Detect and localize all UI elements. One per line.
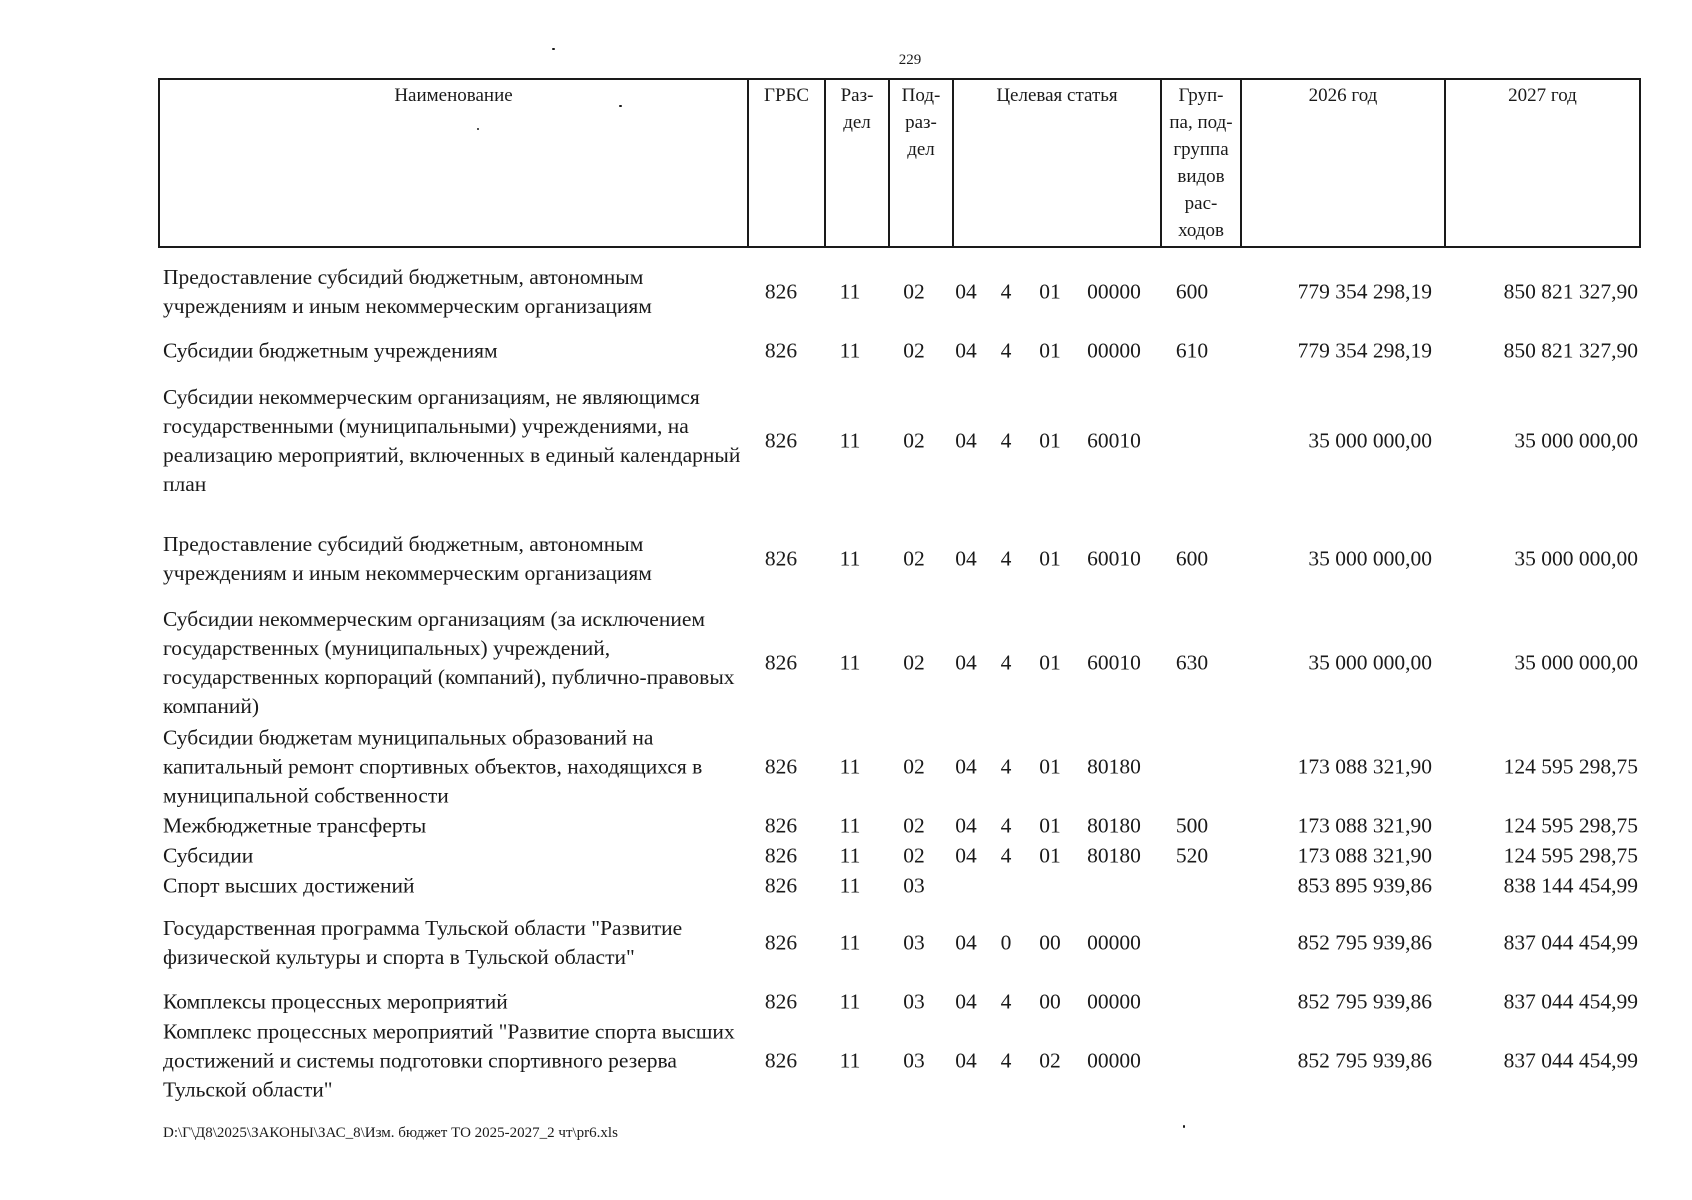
row-expense-group: 600 bbox=[1175, 546, 1209, 571]
table-row bbox=[0, 1017, 1692, 1104]
row-name: Субсидии бюджетным учреждениям bbox=[163, 338, 498, 363]
row-grbs: 826 bbox=[764, 930, 798, 955]
row-podrazdel: 02 bbox=[903, 754, 925, 778]
row-amount-2026: 173 088 321,90 bbox=[1297, 754, 1432, 778]
row-razdel: 11 bbox=[839, 754, 861, 778]
row-target-program: 04 bbox=[955, 279, 977, 304]
scan-speck bbox=[619, 105, 622, 107]
row-grbs: 826 bbox=[764, 989, 798, 1014]
header-razdel: Раз- дел bbox=[824, 80, 888, 246]
row-target-element: 01 bbox=[1039, 754, 1061, 778]
scan-speck bbox=[1183, 1125, 1185, 1128]
row-grbs: 826 bbox=[764, 843, 798, 868]
row-target-direction: 60010 bbox=[1087, 428, 1141, 453]
file-path-footer: D:\Г\Д8\2025\ЗАКОНЫ\ЗАС_8\Изм. бюджет ТО 2025-2027_2 чт\pr6.xls bbox=[163, 1125, 618, 1141]
row-podrazdel: 03 bbox=[903, 873, 925, 898]
row-target-program: 04 bbox=[955, 650, 977, 675]
row-target-program: 04 bbox=[955, 754, 977, 778]
row-target-program: 04 bbox=[955, 338, 977, 363]
row-amount-2027: 850 821 327,90 bbox=[1503, 279, 1638, 304]
row-razdel: 11 bbox=[839, 930, 861, 955]
row-amount-2026: 779 354 298,19 bbox=[1297, 338, 1432, 363]
row-amount-2026: 35 000 000,00 bbox=[1308, 546, 1432, 571]
row-name: Предоставление субсидий бюджетным, автономным учреждениям и иным некоммерческим организациям bbox=[163, 532, 652, 585]
row-podrazdel: 02 bbox=[903, 428, 925, 453]
row-razdel: 11 bbox=[839, 338, 861, 363]
row-amount-2027: 35 000 000,00 bbox=[1514, 546, 1638, 571]
row-amount-2027: 124 595 298,75 bbox=[1503, 843, 1638, 868]
row-amount-2027: 124 595 298,75 bbox=[1503, 813, 1638, 838]
row-target-type: 4 bbox=[1000, 754, 1012, 778]
header-grbs: ГРБС bbox=[747, 80, 824, 246]
table-row bbox=[0, 841, 1692, 871]
row-amount-2026: 35 000 000,00 bbox=[1308, 428, 1432, 453]
row-amount-2026: 35 000 000,00 bbox=[1308, 650, 1432, 675]
row-podrazdel: 02 bbox=[903, 813, 925, 838]
row-razdel: 11 bbox=[839, 279, 861, 304]
page-number: 229 bbox=[898, 52, 922, 68]
row-target-element: 01 bbox=[1039, 546, 1061, 571]
row-name: Субсидии некоммерческим организациям, не являющимся государственными (муниципальными) учреждениями, на реализацию мероприятий, включенных в единый календарный план bbox=[163, 385, 741, 496]
row-target-program: 04 bbox=[955, 930, 977, 955]
row-podrazdel: 02 bbox=[903, 546, 925, 571]
header-target-article: Целевая статья bbox=[952, 80, 1160, 246]
row-amount-2026: 779 354 298,19 bbox=[1297, 279, 1432, 304]
row-target-direction: 00000 bbox=[1087, 1048, 1141, 1072]
row-amount-2026: 173 088 321,90 bbox=[1297, 843, 1432, 868]
row-amount-2027: 838 144 454,99 bbox=[1503, 873, 1638, 898]
row-amount-2027: 35 000 000,00 bbox=[1514, 428, 1638, 453]
row-amount-2027: 124 595 298,75 bbox=[1503, 754, 1638, 778]
row-target-program: 04 bbox=[955, 546, 977, 571]
table-row bbox=[0, 530, 1692, 588]
table-row bbox=[0, 987, 1692, 1017]
row-razdel: 11 bbox=[839, 546, 861, 571]
row-amount-2027: 837 044 454,99 bbox=[1503, 989, 1638, 1014]
row-target-type: 4 bbox=[1000, 1048, 1012, 1072]
row-target-direction: 00000 bbox=[1087, 279, 1141, 304]
row-name: Комплексы процессных мероприятий bbox=[163, 989, 508, 1014]
row-amount-2027: 35 000 000,00 bbox=[1514, 650, 1638, 675]
row-target-type: 4 bbox=[1000, 989, 1012, 1014]
header-podrazdel: Под- раз- дел bbox=[888, 80, 952, 246]
header-expense-group: Груп- па, под- группа видов рас- ходов bbox=[1160, 80, 1240, 246]
row-amount-2026: 173 088 321,90 bbox=[1297, 813, 1432, 838]
row-podrazdel: 03 bbox=[903, 989, 925, 1014]
row-target-element: 02 bbox=[1039, 1048, 1061, 1072]
row-target-direction: 80180 bbox=[1087, 843, 1141, 868]
row-grbs: 826 bbox=[764, 813, 798, 838]
table-row bbox=[0, 871, 1692, 901]
row-razdel: 11 bbox=[839, 873, 861, 898]
row-podrazdel: 02 bbox=[903, 843, 925, 868]
row-name: Комплекс процессных мероприятий "Развитие спорта высших достижений и системы подготовки спортивного резерва Тульской области" bbox=[163, 1019, 735, 1101]
row-target-direction: 00000 bbox=[1087, 930, 1141, 955]
row-grbs: 826 bbox=[764, 754, 798, 778]
table-row bbox=[0, 336, 1692, 366]
row-podrazdel: 02 bbox=[903, 279, 925, 304]
row-podrazdel: 03 bbox=[903, 1048, 925, 1072]
header-name: Наименование bbox=[394, 85, 513, 106]
row-name: Межбюджетные трансферты bbox=[163, 813, 427, 838]
row-name: Субсидии бюджетам муниципальных образований на капитальный ремонт спортивных объектов, находящихся в муниципальной собственности bbox=[163, 725, 703, 807]
row-target-direction: 00000 bbox=[1087, 989, 1141, 1014]
table-row bbox=[0, 914, 1692, 972]
row-expense-group: 600 bbox=[1175, 279, 1209, 304]
row-target-direction: 60010 bbox=[1087, 650, 1141, 675]
row-podrazdel: 02 bbox=[903, 338, 925, 363]
row-name: Субсидии некоммерческим организациям (за исключением государственных (муниципальных) учреждений, государственных корпораций (компаний), публично-правовых компаний) bbox=[163, 607, 735, 718]
row-name: Субсидии bbox=[163, 843, 254, 868]
row-target-type: 4 bbox=[1000, 843, 1012, 868]
row-razdel: 11 bbox=[839, 989, 861, 1014]
row-target-program: 04 bbox=[955, 1048, 977, 1072]
table-row bbox=[0, 723, 1692, 810]
row-expense-group: 520 bbox=[1175, 843, 1209, 868]
row-target-type: 4 bbox=[1000, 428, 1012, 453]
row-amount-2026: 853 895 939,86 bbox=[1297, 873, 1432, 898]
table-row bbox=[0, 605, 1692, 721]
row-name: Предоставление субсидий бюджетным, автономным учреждениям и иным некоммерческим организациям bbox=[163, 265, 652, 318]
row-amount-2027: 837 044 454,99 bbox=[1503, 930, 1638, 955]
row-grbs: 826 bbox=[764, 1048, 798, 1072]
scan-speck bbox=[477, 128, 479, 130]
row-grbs: 826 bbox=[764, 650, 798, 675]
row-podrazdel: 03 bbox=[903, 930, 925, 955]
table-row bbox=[0, 811, 1692, 841]
row-amount-2026: 852 795 939,86 bbox=[1297, 989, 1432, 1014]
row-target-element: 01 bbox=[1039, 279, 1061, 304]
row-target-element: 01 bbox=[1039, 428, 1061, 453]
row-target-type: 0 bbox=[1000, 930, 1012, 955]
row-grbs: 826 bbox=[764, 546, 798, 571]
row-amount-2026: 852 795 939,86 bbox=[1297, 930, 1432, 955]
row-target-element: 01 bbox=[1039, 650, 1061, 675]
row-target-direction: 60010 bbox=[1087, 546, 1141, 571]
row-target-element: 01 bbox=[1039, 813, 1061, 838]
row-name: Государственная программа Тульской области "Развитие физической культуры и спорта в Тульской области" bbox=[163, 916, 683, 969]
row-target-type: 4 bbox=[1000, 279, 1012, 304]
row-grbs: 826 bbox=[764, 428, 798, 453]
header-year-2026: 2026 год bbox=[1240, 80, 1444, 246]
row-amount-2027: 837 044 454,99 bbox=[1503, 1048, 1638, 1072]
row-target-direction: 00000 bbox=[1087, 338, 1141, 363]
row-target-type: 4 bbox=[1000, 546, 1012, 571]
row-razdel: 11 bbox=[839, 428, 861, 453]
row-razdel: 11 bbox=[839, 650, 861, 675]
row-razdel: 11 bbox=[839, 1048, 861, 1072]
row-razdel: 11 bbox=[839, 813, 861, 838]
scan-speck bbox=[552, 48, 555, 50]
row-target-type: 4 bbox=[1000, 650, 1012, 675]
table-row bbox=[0, 263, 1692, 321]
row-target-element: 01 bbox=[1039, 843, 1061, 868]
row-grbs: 826 bbox=[764, 338, 798, 363]
row-target-direction: 80180 bbox=[1087, 754, 1141, 778]
row-grbs: 826 bbox=[764, 279, 798, 304]
row-target-program: 04 bbox=[955, 428, 977, 453]
row-expense-group: 610 bbox=[1175, 338, 1209, 363]
row-target-program: 04 bbox=[955, 813, 977, 838]
row-name: Спорт высших достижений bbox=[163, 873, 415, 898]
row-target-type: 4 bbox=[1000, 813, 1012, 838]
row-target-program: 04 bbox=[955, 843, 977, 868]
row-grbs: 826 bbox=[764, 873, 798, 898]
row-amount-2026: 852 795 939,86 bbox=[1297, 1048, 1432, 1072]
row-podrazdel: 02 bbox=[903, 650, 925, 675]
row-target-direction: 80180 bbox=[1087, 813, 1141, 838]
table-row bbox=[0, 383, 1692, 499]
row-target-element: 00 bbox=[1039, 930, 1061, 955]
row-target-type: 4 bbox=[1000, 338, 1012, 363]
row-amount-2027: 850 821 327,90 bbox=[1503, 338, 1638, 363]
row-expense-group: 500 bbox=[1175, 813, 1209, 838]
row-target-program: 04 bbox=[955, 989, 977, 1014]
row-expense-group: 630 bbox=[1175, 650, 1209, 675]
row-razdel: 11 bbox=[839, 843, 861, 868]
header-year-2027: 2027 год bbox=[1444, 80, 1639, 246]
row-target-element: 01 bbox=[1039, 338, 1061, 363]
row-target-element: 00 bbox=[1039, 989, 1061, 1014]
